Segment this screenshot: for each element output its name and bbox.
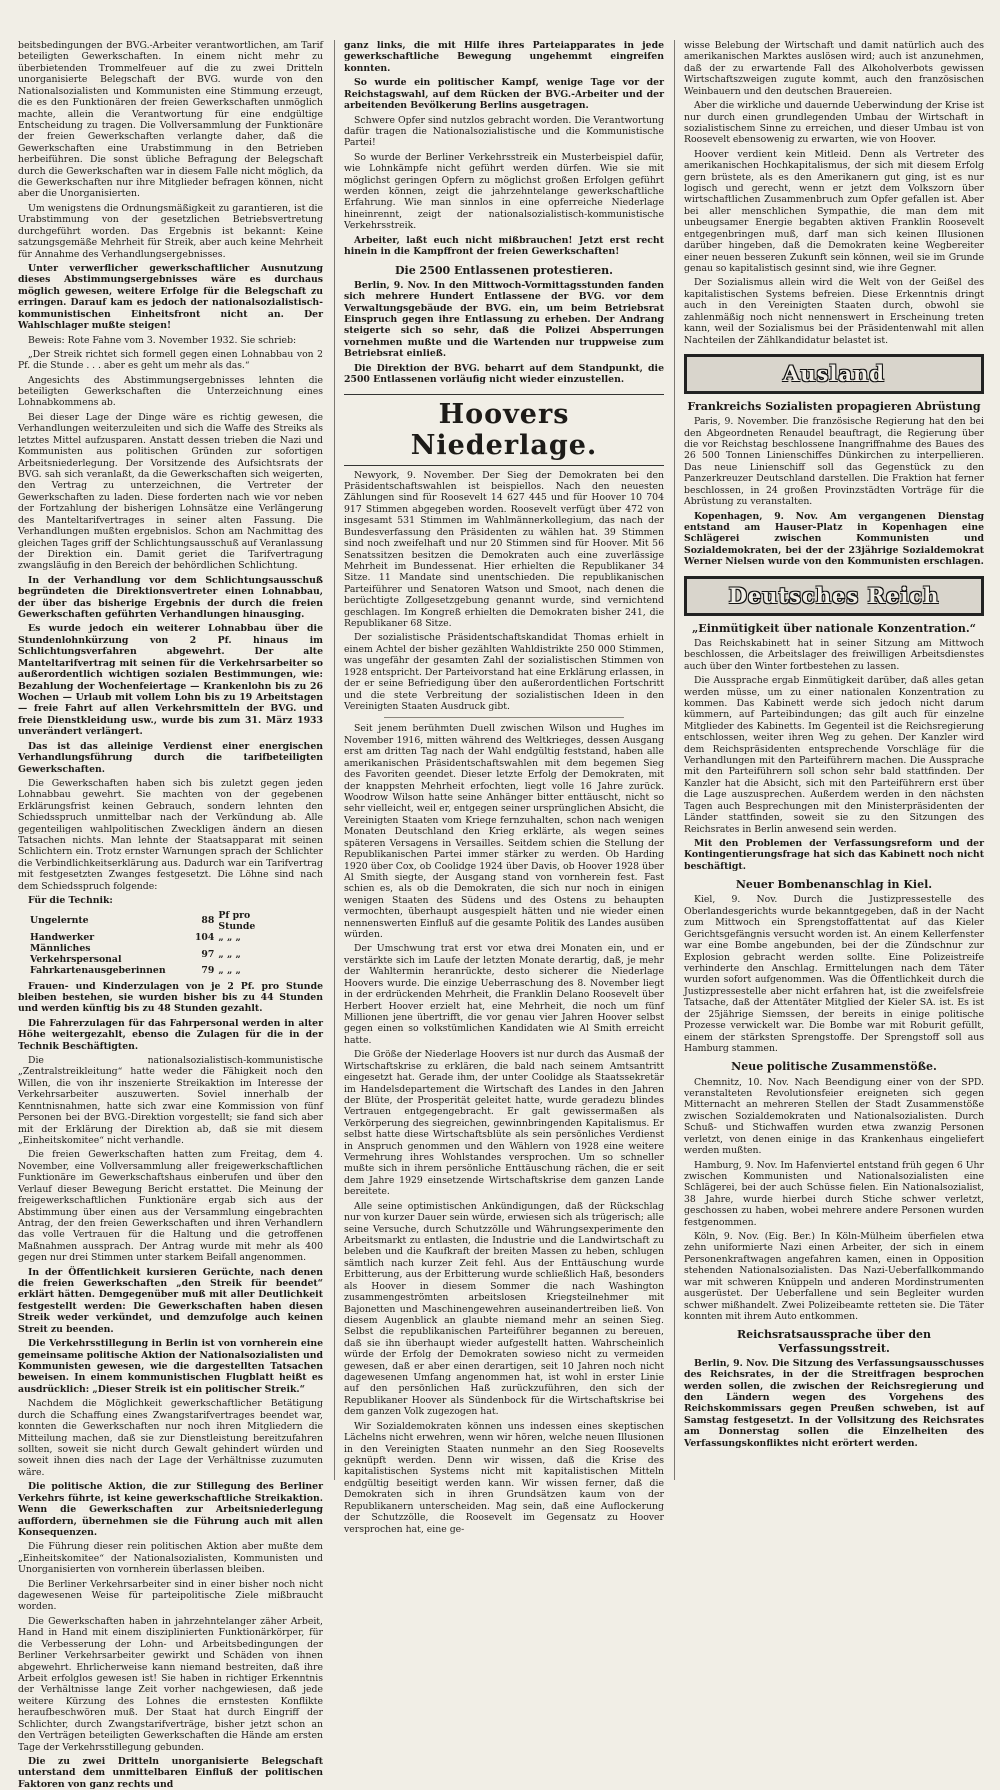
column-rule [674, 40, 675, 1480]
paragraph: Die Verkehrsstillegung in Berlin ist von vornherein eine gemeinsame politische Aktion der Nationalsozialisten und Kommunisten gewesen, wie die dargestellten Tatsachen beweisen. In einem kommunistischen Flugblatt heißt es ausdrücklich: „Dieser Streik ist ein politischer Streik.“ [18, 1338, 323, 1395]
paragraph: Die Führung dieser rein politischen Aktion aber mußte dem „Einheitskomitee“ der Nationalsozialisten, Kommunisten und Unorganisierten von vornherein überlassen bleiben. [18, 1541, 323, 1576]
paragraph: Paris, 9. November. Die französische Regierung hat den bei den Abgeordneten Renaudel beauftragt, die Regierung über die vor Reichstag beschlossene Inangriffnahme des Baues des 26 500 Tonnen Linienschiffes Dünkirchen zu interpellieren. Das neue Linienschiff soll das Gegenstück zu den Panzerkreuzer Deutschland darstellen. Die Fraktion hat ferner beschlossen, in 24 großen Provinzstädten Vorträge für die Abrüstung zu veranstalten. [684, 416, 984, 508]
paragraph: Kopenhagen, 9. Nov. Am vergangenen Dienstag entstand am Hauser-Platz in Kopenhagen eine Schlägerei zwischen Kommunisten und Sozialdemokraten, bei der der 23jährige Sozialdemokrat Werner Nielsen wurde von den Kommunisten erschlagen. [684, 510, 984, 568]
article-headline: Reichsratsaussprache über den Verfassungsstreit. [736, 1328, 932, 1355]
paragraph: Berlin, 9. Nov. Die Sitzung des Verfassungsausschusses des Reichsrates, in der die Streitfragen besprochen werden sollen, die zwischen der Reichsregierung und den Ländern wegen des Vorgehens des Reichskommissars gegen Preußen schweben, ist auf Samstag festgesetzt. In der Vollsitzung des Reichsrates am Donnerstag sollen die Einzelheiten des Verfassungskonfliktes nicht erörtert werden. [684, 1357, 984, 1449]
paragraph: Unter verwerflicher gewerkschaftlicher Ausnutzung dieses Abstimmungsergebnisses wäre es durchaus möglich gewesen, weitere Erfolge für die Belegschaft zu erringen. Darauf kam es jedoch der nationalsozialistisch-kommunistischen Einheitsfront nicht an. Der Wahlschlager mußte steigen! [18, 263, 323, 332]
paragraph: Alle seine optimistischen Ankündigungen, daß der Rückschlag nur von kurzer Dauer sein würde, erwiesen sich als trügerisch; alle seine Versuche, durch Schutzzölle und Währungsexperimente den Arbeitsmarkt zu entlasten, die Industrie und die Landwirtschaft zu beleben und die Kaufkraft der breiten Massen zu heben, schlugen sämtlich nach kurzer Zeit fehl. Aus der Enttäuschung wurde Erbitterung, aus der Erbitterung wurde schließlich Haß, besonders als Hoover in diesem Sommer die nach Washington zusammengeströmten arbeitslosen Kriegsteilnehmer mit Bajonetten und Maschinengewehren auseinandertreiben ließ. Von diesem Augenblick an glaubte niemand mehr an seinen Sieg. Selbst die republikanischen Parteiführer begannen zu bereuen, daß sie ihn überhaupt wieder aufgestellt hatten. Wahrscheinlich würde der Erfolg der Demokraten sowieso nicht zu vermeiden gewesen, daß er aber einen derartigen, seit 10 Jahren noch nicht dagewesenen Umfang angenommen hat, ist wohl in erster Linie auf den persönlichen Haß zurückzuführen, den sich der Republikaner Hoover als Sündenbock für die Wirtschaftskrise bei dem ganzen Volk zugezogen hat. [344, 1200, 664, 1418]
paragraph: Der sozialistische Präsidentschaftskandidat Thomas erhielt in einem Achtel der bisher gezählten Wahldistrikte 250 000 Stimmen, was ungefähr der gesamten Zahl der sozialistischen Stimmen von 1928 entspricht. Der Parteivorstand hat eine Erklärung erlassen, in der er seine Befriedigung über den außerordentlichen Fortschritt und die stete Verbreitung der sozialistischen Ideen in den Vereinigten Staaten Ausdruck gibt. [344, 632, 664, 713]
paragraph: Das ist das alleinige Verdienst einer energischen Verhandlungsführung durch die tarifbeteiligten Gewerkschaften. [18, 740, 323, 775]
paragraph: beitsbedingungen der BVG.-Arbeiter verantwortlichen, am Tarif beteiligten Gewerkschaften. In einem nicht mehr zu überbietenden Trommelfeuer auf die zu zwei Dritteln unorganisierte Belegschaft der BVG. wurde von den Nationalsozialisten und Kommunisten eine Stimmung erzeugt, die es den Funktionären der freien Gewerkschaften unmöglich machte, allein die Verantwortung für eine endgültige Entscheidung zu tragen. Die Vollversammlung der Funktionäre der freien Gewerkschaften verlangte daher, daß die Gewerkschaften eine Urabstimmung in den Betrieben herbeiführen. Die sonst übliche Befragung der Belegschaft durch die Gewerkschaften war in diesem Falle nicht möglich, da die Gewerkschaften nur ihre Mitglieder befragen können, nicht aber die Unorganisierten. [18, 40, 323, 200]
article-headline: Neue politische Zusammenstöße. [731, 1060, 937, 1074]
table-cell: 104 [194, 931, 215, 943]
section-title: Ausland [783, 361, 885, 387]
paragraph: Seit jenem berühmten Duell zwischen Wilson und Hughes im November 1916, mitten während des Weltkrieges, dessen Ausgang erst am dritten Tag nach der Wahl endgültig feststand, haben alle amerikanischen Präsidentschaftswahlen mit dem begemen Sieg des Favoriten geendet. Dieser letzte Erfolg der Demokraten, mit der knappsten Mehrheit erfochten, liegt volle 16 Jahre zurück. Woodrow Wilson hatte seine Anhänger bitter enttäuscht, nicht so sehr vielleicht, weil er, entgegen seiner ursprünglichen Absicht, die Vereinigten Staaten vom Kriege fernzuhalten, schon nach wenigen Monaten Deutschland den Krieg erklärte, als wegen seines späteren Versagens in Versailles. Seitdem schien die Stellung der Republikanischen Partei immer stärker zu werden. Ob Harding 1920 über Cox, ob Coolidge 1924 über Davis, ob Hoover 1928 über Al Smith siegte, der Ausgang stand von vornherein fest. Fast schien es, als ob die Demokraten, die sich nur noch in einigen wenigen Staaten des Südens und des Ostens zu behaupten vermochten, überhaupt ausgespielt hätten und nie wieder einen nennenswerten Einfluß auf die gesamte Politik des Landes ausüben würden. [344, 723, 664, 941]
table-cell: 88 [201, 915, 215, 927]
table-cell: Fahrkartenausgeberinnen [30, 965, 166, 977]
paragraph: Die politische Aktion, die zur Stillegung des Berliner Verkehrs führte, ist keine gewerkschaftliche Streikaktion. Wenn die Gewerkschaften zur Arbeitsniederlegung auffordern, übernehmen sie die Führung auch mit allen Konsequenzen. [18, 1481, 323, 1538]
paragraph: Angesichts des Abstimmungsergebnisses lehnten die beteiligten Gewerkschaften die Unterzeichnung eines Lohnabkommens ab. [18, 374, 323, 409]
paragraph: Der Umschwung trat erst vor etwa drei Monaten ein, und er verstärkte sich im Laufe der letzten Monate derartig, daß, je mehr der Wahltermin heranrückte, desto sicherer die Niederlage Hoovers wurde. Die einzige Ueberraschung des 8. November liegt in der erdrückenden Mehrheit, die Franklin Delano Roosevelt über Herbert Hoover erzielt hat, eine Mehrheit, die noch um fünf Millionen jene übertrifft, die vor genau vier Jahren Hoover selbst gegen einen so volkstümlichen Kandidaten wie Al Smith erreicht hatte. [344, 943, 664, 1046]
divider [384, 717, 624, 718]
paragraph: wisse Belebung der Wirtschaft und damit natürlich auch des amerikanischen Marktes auslösen wird; auch ist anzunehmen, daß der zu erwartende Fall des Alkoholverbots gewissen Wirtschaftszweigen zugute kommt, auch den französischen Weinbauern und den deutschen Brauereien. [684, 40, 984, 97]
section-title: Deutsches Reich [728, 583, 940, 609]
paragraph: Schwere Opfer sind nutzlos gebracht worden. Die Verantwortung dafür tragen die Nationalsozialistische und die Kommunistische Partei! [344, 114, 664, 149]
article-headline: „Einmütigkeit über nationale Konzentration.“ [691, 621, 976, 635]
paragraph: Um wenigstens die Ordnungsmäßigkeit zu garantieren, ist die Urabstimmung von der gesetzlichen Betriebsvertretung durchgeführt worden. Das Ergebnis ist bekannt: Keine satzungsgemäße Mehrheit für Streik, aber auch keine Mehrheit für Annahme des Verhandlungsergebnisses. [18, 202, 323, 260]
paragraph: Chemnitz, 10. Nov. Nach Beendigung einer von der SPD. veranstalteten Revolutionsfeier ereigneten sich gegen Mitternacht an mehreren Stellen der Stadt Zusammenstöße zwischen Sozialdemokraten und Nationalsozialisten. Durch Schuß- und Stichwaffen wurden etwa zwanzig Personen verletzt, von denen einige in das Krankenhaus eingeliefert werden mußten. [684, 1076, 984, 1157]
paragraph: Arbeiter, laßt euch nicht mißbrauchen! Jetzt erst recht hinein in die Kampffront der freien Gewerkschaften! [344, 234, 664, 258]
column-middle [344, 40, 664, 1535]
paragraph: In der Öffentlichkeit kursieren Gerüchte, nach denen die freien Gewerkschaften „den Streik für beendet“ erklärt hätten. Demgegenüber muß mit aller Deutlichkeit festgestellt werden: Die Gewerkschaften haben diesen Streik weder verkündet, und demzufolge auch keinen Streit zu beenden. [18, 1266, 323, 1335]
paragraph: Die zu zwei Dritteln unorganisierte Belegschaft unterstand dem unmittelbaren Einfluß der politischen Faktoren von ganz rechts und [18, 1755, 323, 1790]
section-banner-reich [684, 576, 984, 616]
table-row [28, 932, 266, 943]
article-headline: Neuer Bombenanschlag in Kiel. [735, 878, 933, 892]
paragraph: In der Verhandlung vor dem Schlichtungsausschuß begründeten die Direktionsvertreter einen Lohnabbau, der über das bisherige Ergebnis der durch die freien Gewerkschaften geführten Verhandlungen hinausging. [18, 574, 323, 621]
paragraph: Die Gewerkschaften haben sich bis zuletzt gegen jeden Lohnabbau gewehrt. Sie machten von der gegebenen Erklärungsfrist keinen Gebrauch, sondern lehnten den Schiedsspruch unmittelbar nach der Verkündung ab. Alle gegenteiligen wahlpolitischen Zweckligen ändern an diesen Tatsachen nichts. Man lehnte der Staatsapparat mit seinen Schlichtern ein. Trotz ernster Warnungen sprach der Schlichter die Verbindlichkeitserklärung aus. Dadurch war ein Tarifvertrag mit festgesetzten Zwanges festgesetzt. Die Löhne sind nach dem Schiedsspruch folgende: [18, 777, 323, 892]
section-banner-ausland [684, 354, 984, 394]
table-cell: 79 [201, 965, 215, 977]
paragraph: Hamburg, 9. Nov. Im Hafenviertel entstand früh gegen 6 Uhr zwischen Kommunisten und Nationalsozialisten eine Schlägerei, bei der auch Schüsse fielen. Ein Nationalsozialist, 38 Jahre, wurde hierbei durch Stiche schwer verletzt, geschossen zu haben, wobei mehrere andere Personen wurden festgenommen. [684, 1159, 984, 1228]
table-cell: „ „ „ [218, 965, 241, 977]
table-cell: „ „ „ [218, 948, 241, 960]
wage-table [28, 910, 266, 977]
quote: „Der Streik richtet sich formell gegen einen Lohnabbau von 2 Pf. die Stunde . . . aber es geht um mehr als das.“ [18, 348, 323, 372]
table-cell: „ „ „ [218, 931, 241, 943]
paragraph: Bei dieser Lage der Dinge wäre es richtig gewesen, die Verhandlungen weiterzuleiten und sich die Waffe des Streiks als letztes Mittel aufzusparen. Anstatt dessen trieben die Nazi und Kommunisten aus politischen Gründen zur sofortigen Arbeitsniederlegung. Der Vorsitzende des Aufsichtsrats der BVG. sah sich veranlaßt, da die Gewerkschaften sich weigerten, den Vertrag zu unterzeichnen, die Vertreter der Gewerkschaften zu laden. Diese forderten nach wie vor neben der Fortzahlung der bisherigen Lohnsätze eine Verlängerung des Manteltarifvertrages in seiner alten Fassung. Die Verhandlungen mußten ergebnislos. Schon am Nachmittag des gleichen Tages griff der Schlichtungsausschuß auf Veranlassung der Direktion ein. Damit geriet die Tarifvertragung zwangsläufig in den Bereich der behördlichen Schlichtung. [18, 411, 323, 572]
paragraph: Hoover verdient kein Mitleid. Denn als Vertreter des amerikanischen Hochkapitalismus, der sich mit diesem Erfolg gern brüstete, als es den Amerikanern gut ging, ist es nur logisch und gerecht, wenn er jetzt dem Volkszorn über wirtschaftlichen Zusammenbruch zum Opfer gefallen ist. Aber bei aller menschlichen Sympathie, die man dem mit unbeugsamer Energie begabten aktiven Franklin Roosevelt entgegenbringen muß, darf man sich keinen Illusionen darüber hingeben, daß die Demokraten keine Wegbereiter einer neuen besseren Zukunft sein können, weil sie im Grunde genau so kapitalistisch gesinnt sind, wie ihre Gegner. [684, 148, 984, 275]
table-cell: Ungelernte [30, 915, 89, 927]
paragraph: Kiel, 9. Nov. Durch die Justizpressestelle des Oberlandesgerichts wurde bekanntgegeben, daß in der Nacht zum Mittwoch ein Sprengstoffattentat auf das Kieler Gerichtsgefängnis versucht worden ist. An einem Kellerfenster war eine Bombe angebunden, bei der die Zündschnur zur Explosion gebracht werden sollte. Eine Polizeistreife verhinderte den Anschlag. Ermittelungen nach dem Täter wurden sofort aufgenommen. Was die Öffentlichkeit durch die Justizpressestelle aber nicht erfahren hat, ist die zweifelsfreie Tatsache, daß der Attentäter Mitglied der Kieler SA. ist. Es ist der 25jährige Siemssen, der bereits in einige politische Prozesse verwickelt war. Die Bombe war mit Roburit gefüllt, einem der stärksten Sprengstoffe. Der Sprengstoff soll aus Hamburg stammen. [684, 894, 984, 1054]
paragraph: So wurde der Berliner Verkehrsstreik ein Musterbeispiel dafür, wie Lohnkämpfe nicht geführt werden dürfen. Wie sie mit möglichst geringen Opfern zu möglichst großen Erfolgen geführt werden können, zeigt die jahrzehntelange gewerkschaftliche Erfahrung. Wie man sinnlos in eine opferreiche Niederlage hineinrennt, zeigt der nationalsozialistisch-kommunistische Verkehrsstreik. [344, 151, 664, 232]
paragraph: Köln, 9. Nov. (Eig. Ber.) In Köln-Mülheim überfielen etwa zehn uniformierte Nazi einen Arbeiter, der sich in einem Personenkraftwagen angefahren kamen, einen in Opposition stehenden Nationalsozialisten. Das Nazi-Ueberfallkommando war mit schweren Knüppeln und anderen Mordinstrumenten ausgerüstet. Der Ueberfallene und sein Begleiter wurden schwer mißhandelt. Zwei Polizeibeamte retteten sie. Die Täter konnten mit ihrem Auto entkommen. [684, 1231, 984, 1322]
paragraph: Wir Sozialdemokraten können uns indessen eines skeptischen Lächelns nicht erwehren, wenn wir hören, welche neuen Illusionen in den Vereinigten Staaten nunmehr an den Sieg Roosevelts geknüpft werden. Denn wir wissen, daß die Krise des kapitalistischen Systems nicht mit kapitalistischen Mitteln endgültig beseitigt werden kann. Wir wissen ferner, daß die Demokraten sich in ihren Grundsätzen kaum von der Republikanern unterscheiden. Mag sein, daß eine Auflockerung der Schutzzölle, die Roosevelt im Gegensatz zu Hoover versprochen hat, eine ge- [344, 1420, 664, 1535]
main-headline: Hoovers Niederlage. [344, 394, 664, 466]
paragraph: Frauen- und Kinderzulagen von je 2 Pf. pro Stunde bleiben bestehen, sie wurden bisher bis zu 44 Stunden und werden künftig bis zu 48 Stunden gezahlt. [18, 980, 323, 1015]
paragraph: ganz links, die mit Hilfe ihres Parteiapparates in jede gewerkschaftliche Bewegung ungehemmt eingreifen konnten. [344, 40, 664, 74]
column-left [18, 40, 323, 1790]
paragraph: Die Fahrerzulagen für das Fahrpersonal werden in alter Höhe weitergezahlt, ebenso die Zulagen für die in der Technik Beschäftigten. [18, 1017, 323, 1052]
paragraph: Das Reichskabinett hat in seiner Sitzung am Mittwoch beschlossen, die Arbeitslager des freiwilligen Arbeitsdienstes auch über den Winter fortbestehen zu lassen. [684, 637, 984, 672]
paragraph: Die Aussprache ergab Einmütigkeit darüber, daß alles getan werden müsse, um zu einer nationalen Konzentration zu kommen. Das Kabinett werde sich jedoch nicht darum kümmern, auf Parteibindungen; das gilt auch für einzelne Mitglieder des Kabinetts. Im Gegenteil ist die Reichsregierung entschlossen, weiter ihren Weg zu gehen. Der Kanzler wird dem Reichspräsidenten entsprechende Vorschläge für die Verhandlungen mit den Parteiführern machen. Die Aussprache mit den Parteiführern soll schon sehr bald stattfinden. Der Kanzler hat die Absicht, sich mit den Parteiführern erst über die Lage auszusprechen. Außerdem werden in den nächsten Tagen auch Besprechungen mit den Ministerpräsidenten der Länder stattfinden, soweit sie zu den Sitzungen des Reichsrates in Berlin anwesend sein werden. [684, 675, 984, 835]
paragraph: Der Sozialismus allein wird die Welt von der Geißel des kapitalistischen Systems befreien. Diese Erkenntnis dringt auch in den Vereinigten Staaten durch, obwohl sie zahlenmäßig noch nicht nennenswert in Erscheinung treten kann, weil der Sozialismus bei der Präsidentenwahl mit allen Nachteilen der Zählkandidatur belastet ist. [684, 277, 984, 346]
paragraph: Die freien Gewerkschaften hatten zum Freitag, dem 4. November, eine Vollversammlung aller freigewerkschaftlichen Funktionäre im Gewerkschaftshaus einberufen und über den Verlauf dieser Bewegung Bericht erstattet. Die Meinung der freigewerkschaftlichen Funktionäre ergab sich aus der Abstimmung über einen aus der Versammlung eingebrachten Antrag, der den freien Gewerkschaften und ihren Verhandlern das volle Vertrauen für die Haltung und die getroffenen Maßnahmen aussprach. Der Antrag wurde mit mehr als 400 gegen nur drei Stimmen unter starkem Beifall angenommen. [18, 1149, 323, 1264]
table-caption: Für die Technik: [28, 895, 113, 907]
paragraph: Mit den Problemen der Verfassungsreform und der Kontingentierungsfrage hat sich das Kabinett noch nicht beschäftigt. [684, 838, 984, 872]
column-rule [334, 40, 335, 1480]
table-row [28, 965, 266, 976]
table-row [28, 910, 266, 932]
paragraph: Berlin, 9. Nov. In den Mittwoch-Vormittagsstunden fanden sich mehrere Hundert Entlassene der BVG. vor dem Verwaltungsgebäude der BVG. ein, um beim Betriebsrat Einspruch gegen ihre Entlassung zu erheben. Der Andrang steigerte sich so sehr, daß die Polizei Absperrungen vornehmen mußte und die Wartenden nur truppweise zum Betriebsrat einließ. [344, 279, 664, 360]
paragraph: Es wurde jedoch ein weiterer Lohnabbau über die Stundenlohnkürzung von 2 Pf. hinaus im Schlichtungsverfahren abgewehrt. Der alte Manteltarifvertrag mit seinen für die Verkehrsarbeiter so außerordentlich wichtigen sozialen Bestimmungen, wie: Bezahlung der Wochenfeiertage — Krankenlohn bis zu 26 Wochen — Urlaub mit vollem Lohn bis zu 19 Arbeitstagen — freie Fahrt auf allen Verkehrsmitteln der BVG. und freie Dienstkleidung usw., wurde bis zum 31. März 1933 unverändert verlängert. [18, 623, 323, 738]
paragraph: Aber die wirkliche und dauernde Ueberwindung der Krise ist nur durch einen grundlegenden Umbau der Wirtschaft in sozialistischem Sinne zu erreichen, und dieser Umbau ist von Roosevelt ebensowenig zu erwarten, wie von Hoover. [684, 100, 984, 146]
table-row [28, 943, 266, 965]
paragraph: Die Gewerkschaften haben in jahrzehntelanger zäher Arbeit, Hand in Hand mit einem disziplinierten Funktionärkörper, für die Verbesserung der Lohn- und Arbeitsbedingungen der Berliner Verkehrsarbeiter gewirkt und Schäden von ihnen abgewehrt. Ehrlicherweise kann niemand bestreiten, daß ihre Arbeit erfolglos gewesen ist! Sie haben in richtiger Erkenntnis der Verhältnisse lange Zeit vorher nachgewiesen, daß jede weitere Kürzung des Lohnes die ernstesten Konflikte heraufbeschwören muß. Der Staat hat durch Eingriff der Schlichter, durch Zwangstarifverträge, bisher jetzt schon an den Verträgen beteiligten Gewerkschaften die Hände am ersten Tage der Verkehrsstillegung gebunden. [18, 1615, 323, 1753]
paragraph: Die Direktion der BVG. beharrt auf dem Standpunkt, die 2500 Entlassenen vorläufig nicht wieder einzustellen. [344, 362, 664, 386]
table-cell: 97 [201, 948, 215, 960]
paragraph: So wurde ein politischer Kampf, wenige Tage vor der Reichstagswahl, auf dem Rücken der BVG.-Arbeiter und der arbeitenden Bevölkerung Berlins ausgetragen. [344, 77, 664, 112]
article-headline: Frankreichs Sozialisten propagieren Abrüstung [687, 399, 981, 413]
paragraph: Beweis: Rote Fahne vom 3. November 1932. Sie schrieb: [28, 334, 297, 346]
paragraph: Die nationalsozialistisch-kommunistische „Zentralstreikleitung“ hatte weder die Fähigkeit noch den Willen, die von ihr inszenierte Streikaktion im Interesse der Verkehrsarbeiter auszuwerten. Soviel innerhalb der Kenntnisnahmen, hatte sich zwar eine Kommission von fünf Personen bei der BVG.-Direktion vorgestellt; sie fand sich aber mit der Erklärung der Direktion ab, daß sie mit diesem „Einheitskomitee“ nicht verhandle. [18, 1055, 323, 1146]
table-cell: Männliches Verkehrspersonal [30, 943, 122, 966]
paragraph: Die Größe der Niederlage Hoovers ist nur durch das Ausmaß der Wirtschaftskrise zu erklären, die bald nach seinem Amtsantritt eingesetzt hat. Gerade ihm, der unter Coolidge als Staatssekretär im Handelsdepartement die Wirtschaft des Landes in den Jahren der Blüte, der Prosperität geleitet hatte, wurde geradezu blindes Vertrauen entgegengebracht. Er galt gewissermaßen als Verkörperung des siegreichen, gewinnbringenden Kapitalismus. Er selbst hatte diese Wirtschaftsblüte als sein persönliches Verdienst in Anspruch genommen und den Wählern von 1928 eine weitere Vermehrung ihres Wohlstandes versprochen. Um so schneller mußte sich in ihrem persönliche Enttäuschung rächen, die er seit dem Jahre 1929 einsetzende Wirtschaftskrise dem ganzen Lande bereitete. [344, 1049, 664, 1198]
article-headline: Die 2500 Entlassenen protestieren. [395, 263, 613, 277]
paragraph: Nachdem die Möglichkeit gewerkschaftlicher Betätigung durch die Schaffung eines Zwangstarifvertrages beendet war, konnten die Gewerkschaften nur noch ihren Mitgliedern die Mitteilung machen, daß sie zur Dienstleistung bereitzufahren sollten, soweit sie nicht durch Gewalt gehindert würden und soweit ihnen dies nach der Lage der Verhältnisse zuzumuten wäre. [18, 1398, 323, 1478]
column-right [684, 40, 984, 1480]
table-cell: Handwerker [30, 931, 95, 943]
table-cell: Pf pro Stunde [218, 909, 256, 932]
paragraph: Newyork, 9. November. Der Sieg der Demokraten bei den Präsidentschaftswahlen ist beispiellos. Nach den neuesten Zählungen sind für Roosevelt 14 627 445 und für Hoover 10 704 917 Stimmen abgegeben worden. Roosevelt verfügt über 472 von insgesamt 531 Stimmen im Wahlmännerkollegium, das nach der Bundesverfassung den Präsidenten zu wählen hat. 39 Stimmen sind noch zweifelhaft und nur 20 Stimmen sind für Hoover. Mit 56 Senatssitzen besitzen die Demokraten auch eine zuverlässige Mehrheit im Bundessenat. Hier erhielten die Republikaner 34 Sitze. 11 Mandate sind unentschieden. Die republikanischen Parteiführer und Senatoren Watson und Smoot, nach denen die berüchtigte Zollgesetzgebung genannt wurde, sind vernichtend geschlagen. Im Kongreß erhielten die Demokraten bisher 241, die Republikaner 68 Sitze. [344, 469, 664, 630]
paragraph: Die Berliner Verkehrsarbeiter sind in einer bisher noch nicht dagewesenen Weise für parteipolitische Ziele mißbraucht worden. [18, 1578, 323, 1613]
